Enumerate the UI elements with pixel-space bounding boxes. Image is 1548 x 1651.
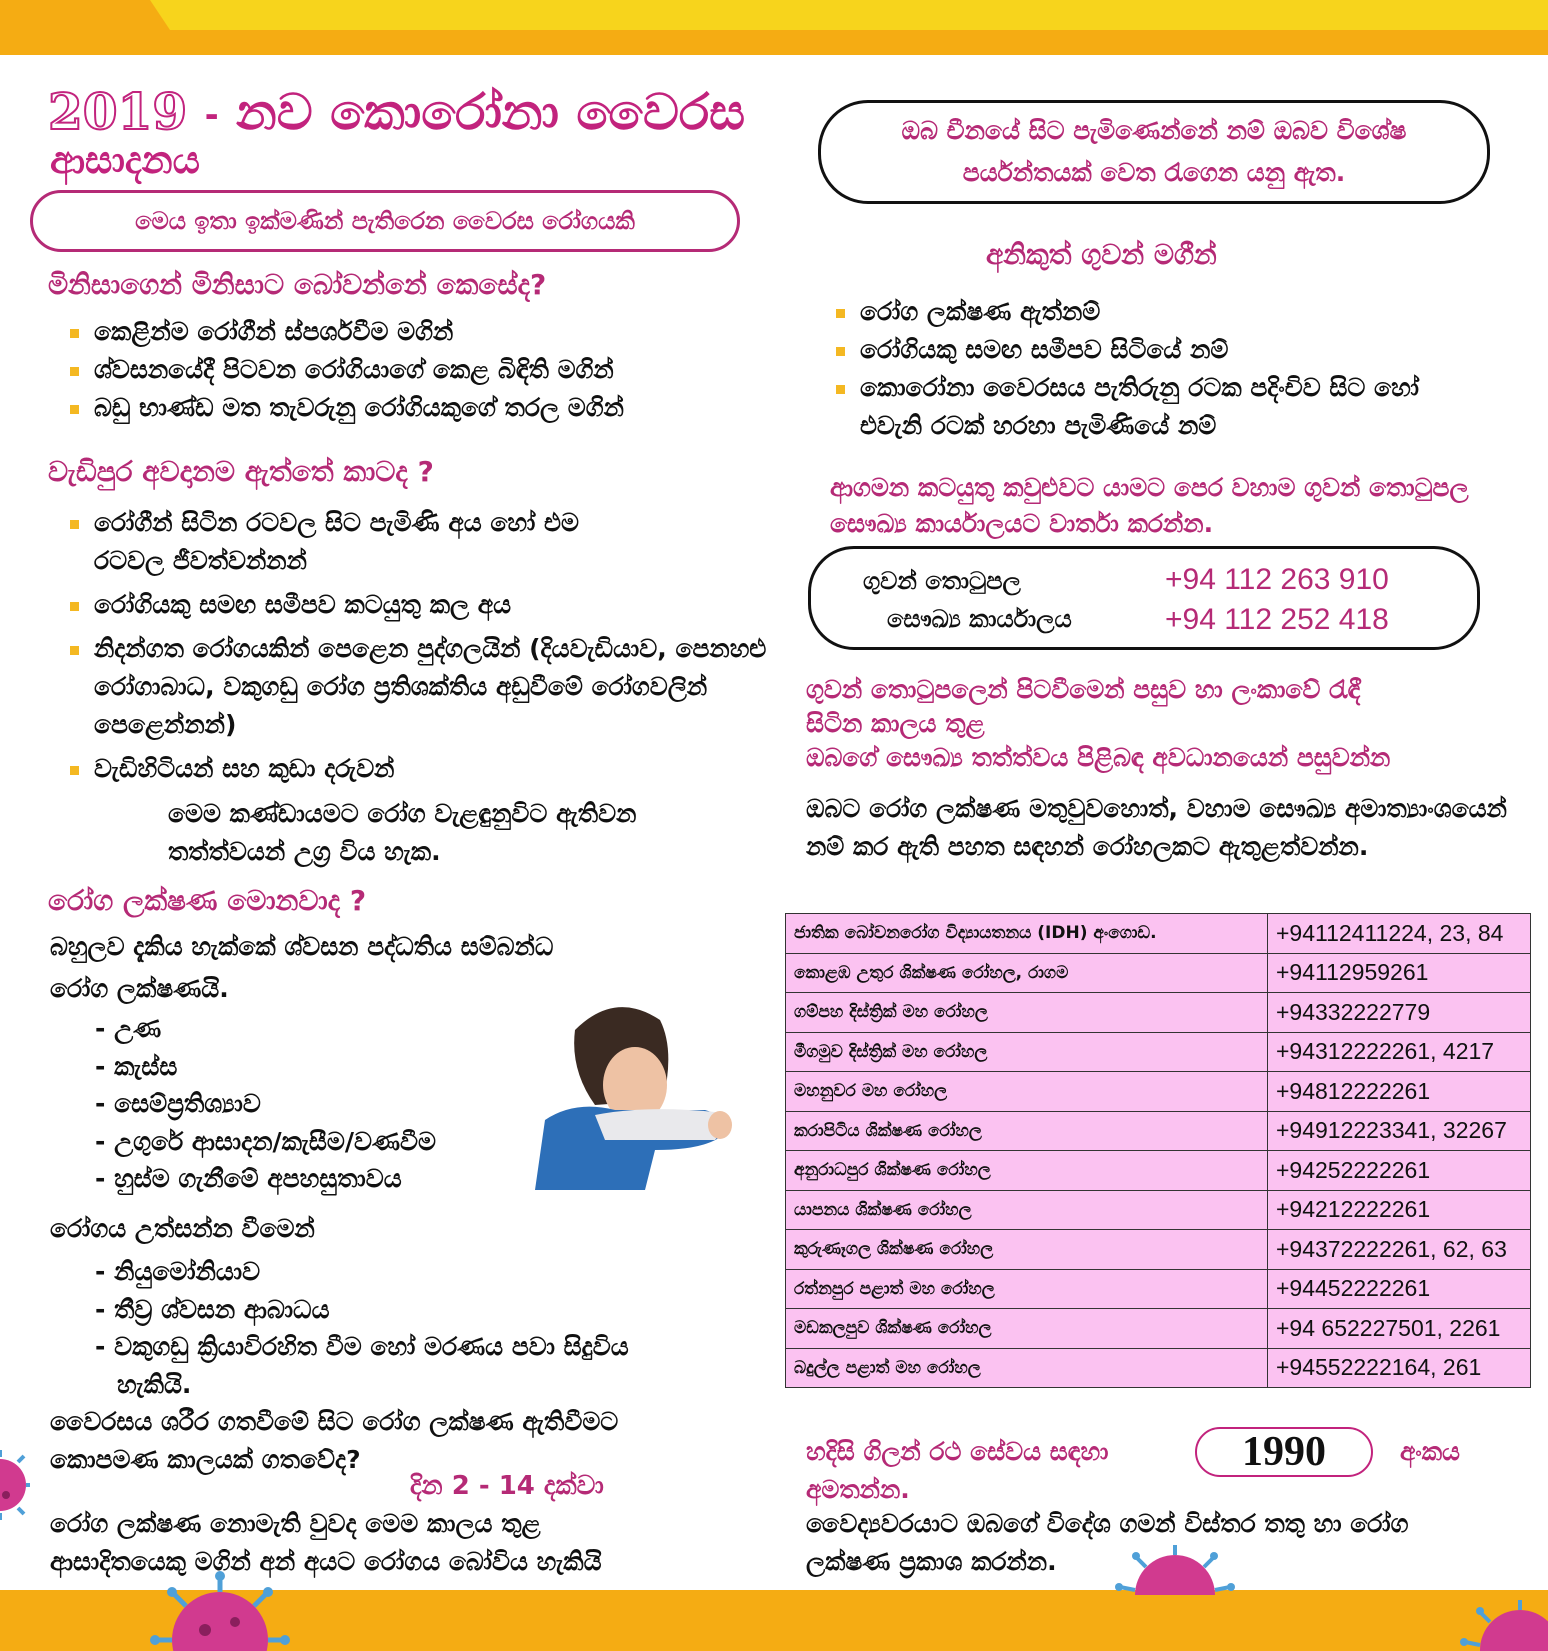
hospital-name: රත්නපුර පළාත් මහ රෝහල [786,1269,1268,1309]
office-label-line2: සෞඛ්‍ය කාර්යාලය [887,605,1072,633]
hospital-name: මහනුවර මහ රෝහල [786,1072,1268,1112]
hospital-phone[interactable]: +94 652227501, 2261 [1268,1309,1531,1349]
doctor-line2: ලක්ෂණ ප්‍රකාශ කරන්න. [806,1547,1057,1576]
spread-heading: මිනිසාගෙන් මිනිසාට බෝවන්නේ කෙසේද? [48,268,547,301]
other-passengers-heading: අනිකුත් ගුවන් මගීන් [986,238,1217,271]
hospital-name: ජාතික බෝවනරෝග විද්‍යායතනය (IDH) අංගොඩ. [786,914,1268,954]
hospital-phone[interactable]: +94912223341, 32267 [1268,1111,1531,1151]
list-item: රෝගියකු සමඟ සමීපව සිටියේ නම් [826,331,1486,369]
hospital-name: කරාපිටිය ශික්ෂණ රෝහල [786,1111,1268,1151]
risk-note-line2: තත්ත්වයන් උග්‍ර විය හැක. [168,837,441,866]
risk-note-line1: මෙම කණ්ඩායමට රෝග වැළඳුනුවිට ඇතිවන [168,799,637,828]
list-item: - නියුමෝනියාව [95,1253,655,1291]
top-banner-yellow [150,0,1548,30]
hospital-name: ගම්පහ දිස්ත්‍රික් මහ රෝහල [786,993,1268,1033]
symptoms-heading: රෝග ලක්ෂණ මොනවාද ? [48,884,367,917]
list-item: - තීව්‍ර ශ්වසන ආබාධය [95,1291,655,1329]
symptoms-intro-line1: බහුලව දැකිය හැක්කේ ශ්වසන පද්ධතිය සම්බන්ධ [50,932,554,961]
hospital-table [785,913,1531,1388]
symptoms-intro-line2: රෝග ලක්ෂණයි. [50,974,229,1003]
hospital-name: යාපනය ශික්ෂණ රෝහල [786,1190,1268,1230]
hospital-name: අනුරාධපුර ශික්ෂණ රෝහල [786,1151,1268,1191]
list-item: වැඩිහිටියන් සහ කුඩා දරුවන් [60,750,780,788]
office-label-line1: ගුවන් තොටුපල [863,567,1021,595]
table-row [786,1230,1531,1270]
risk-heading: වැඩිපුර අවදානම ඇත්තේ කාටද ? [48,455,434,488]
office-phone-2[interactable]: +94 112 252 418 [1165,603,1389,636]
hospital-phone[interactable]: +94112959261 [1268,953,1531,993]
incubation-question-line2: කොපමණ කාලයක් ගතවේද? [50,1445,361,1474]
risk-list [60,504,780,788]
table-row [786,914,1531,954]
table-row [786,1190,1531,1230]
list-item: කොරෝනා වෛරසය පැතිරුනු රටක පදිංචිව සිට හෝ එවැනි රටක් හරහා පැමිණියේ නම් [826,369,1486,445]
list-item: බඩු භාණ්ඩ මත තැවරුනු රෝගියකුගේ තරල මගින් [60,389,760,427]
hospital-name: කුරුණෑගල ශික්ෂණ රෝහල [786,1230,1268,1270]
doctor-line1: වෛද්‍යවරයාට ඔබගේ විදේශ ගමන් විස්තර තතු හා රෝග [806,1509,1409,1538]
list-item: නිදන්ගත රෝගයකින් පෙළෙන පුද්ගලයින් (දියවැඩියාව, පෙනහළු රෝගාබාධ, වකුගඩු රෝග ප්‍රතිශක්තිය අඩුවීමේ රෝගවලින් පෙළෙන්නන්) [60,630,780,744]
symptoms-list [95,1010,535,1198]
ambulance-number[interactable]: 1990 [1195,1427,1373,1477]
hospital-name: මීගමුව දිස්ත්‍රික් මහ රෝහල [786,1032,1268,1072]
table-row [786,1072,1531,1112]
virus-icon [0,1440,30,1530]
hospital-phone[interactable]: +94812222261 [1268,1072,1531,1112]
hospital-name: මඩකලපුව ශික්ෂණ රෝහල [786,1309,1268,1349]
list-item: - වකුගඩු ක්‍රියාවිරහිත වීම හෝ මරණය පවා සිදුවිය හැකියි. [95,1328,655,1403]
airport-health-office-box [808,546,1480,650]
hospital-phone[interactable]: +94212222261 [1268,1190,1531,1230]
china-notice-box: ඔබ චීනයේ සිට පැමිණෙන්නේ නම් ඔබව විශේෂ පර්යන්තයක් වෙත රැගෙන යනු ඇත. [818,100,1490,204]
list-item: - උගුරේ ආසාදන/කැසීම/වණවීම [95,1123,535,1161]
hospital-phone[interactable]: +94112411224, 23, 84 [1268,914,1531,954]
list-item: රෝගීන් සිටින රටවල සිට පැමිණි අය හෝ එම රටවල ජීවත්වන්නන් [60,504,780,580]
list-item: - සෙම්ප්‍රතිශ්‍යාව [95,1085,535,1123]
hospital-intro: ඔබට රෝග ලක්ෂණ මතුවුවහොත්, වහාම සෞඛ්‍ය අමාත්‍යාංශයෙන් නම් කර ඇති පහත සඳහන් රෝහලකට ඇතුළත්වන්න. [806,794,1507,861]
virus-icon [1110,1545,1240,1595]
severe-intro: රෝගය උත්සන්න වීමෙන් [50,1214,315,1243]
page-subtitle: ආසාදනය [50,138,200,182]
table-row [786,1269,1531,1309]
table-row [786,953,1531,993]
title-main: නව කොරෝනා වෛරස [236,83,746,141]
list-item: - හුස්ම ගැනීමේ අපහසුතාවය [95,1160,535,1198]
table-row [786,1032,1531,1072]
after-leaving-line2: සිටින කාලය තුළ [806,709,985,738]
after-leaving-line1: ගුවන් තොටුපලෙන් පිටවීමෙන් පසුව හා ලංකාවේ රැඳී [806,675,1361,704]
hospital-name: බදුල්ල පළාත් මහ රෝහල [786,1348,1268,1388]
table-row [786,1151,1531,1191]
office-phone-1[interactable]: +94 112 263 910 [1165,563,1389,596]
virus-icon [150,1570,290,1651]
title-dash: - [204,95,219,136]
hospital-phone[interactable]: +94452222261 [1268,1269,1531,1309]
closing-line1: රෝග ලක්ෂණ නොමැති වුවද මෙම කාලය තුළ [50,1509,541,1538]
incubation-answer: දින 2 - 14 දක්වා [410,1471,604,1501]
person-coughing-image [535,990,735,1190]
after-leaving-line3: ඔබගේ සෞඛ්‍ය තත්ත්වය පිළිබඳ අවධානයෙන් පසුවන්න [806,743,1391,772]
hospital-phone[interactable]: +94552222164, 261 [1268,1348,1531,1388]
table-row [786,1348,1531,1388]
list-item: රෝග ලක්ෂණ ඇත්නම් [826,293,1486,331]
hospital-phone[interactable]: +94332222779 [1268,993,1531,1033]
ambulance-suffix: අංකය [1400,1437,1461,1466]
table-row [786,993,1531,1033]
severe-list [95,1253,655,1403]
hospital-phone[interactable]: +94312222261, 4217 [1268,1032,1531,1072]
list-item: - උණ [95,1010,535,1048]
tagline-pill: මෙය ඉතා ඉක්මණින් පැතිරෙන වෛරස රෝගයකි [30,190,740,252]
table-row [786,1309,1531,1349]
spread-list [60,313,760,427]
ambulance-line2: අමතන්න. [806,1475,910,1504]
incubation-question-line1: වෛරසය ශරීර ගතවීමේ සිට රෝග ලක්ෂණ ඇතිවීමට [50,1407,619,1436]
page-title [48,82,745,142]
ambulance-prefix: හදිසි ගිලන් රථ සේවය සඳහා [806,1437,1109,1466]
other-passengers-list [826,293,1486,445]
hospital-name: කොළඹ උතුර ශික්ෂණ රෝහල, රාගම [786,953,1268,993]
list-item: - කැස්ස [95,1048,535,1086]
closing-line2: ආසාදිතයෙකු මගින් අන් අයට රෝගය බෝවිය හැකියි [50,1547,602,1576]
report-instruction: ආගමන කටයුතු කවුළුවට යාමට පෙර වහාම ගුවන් තොටුපල සෞඛ්‍ය කාර්යාලයට වාර්තා කරන්න. [830,473,1469,538]
list-item: ශ්වසනයේදී පිටවන රෝගියාගේ කෙළ බිඳිති මගින් [60,351,760,389]
hospital-phone[interactable]: +94252222261 [1268,1151,1531,1191]
virus-icon [1460,1600,1548,1651]
hospital-phone[interactable]: +94372222261, 62, 63 [1268,1230,1531,1270]
table-row [786,1111,1531,1151]
list-item: කෙළින්ම රෝගීන් ස්පර්ශවීම මගින් [60,313,760,351]
list-item: රෝගියකු සමඟ සමීපව කටයුතු කල අය [60,586,780,624]
title-year: 2019 [48,82,188,141]
